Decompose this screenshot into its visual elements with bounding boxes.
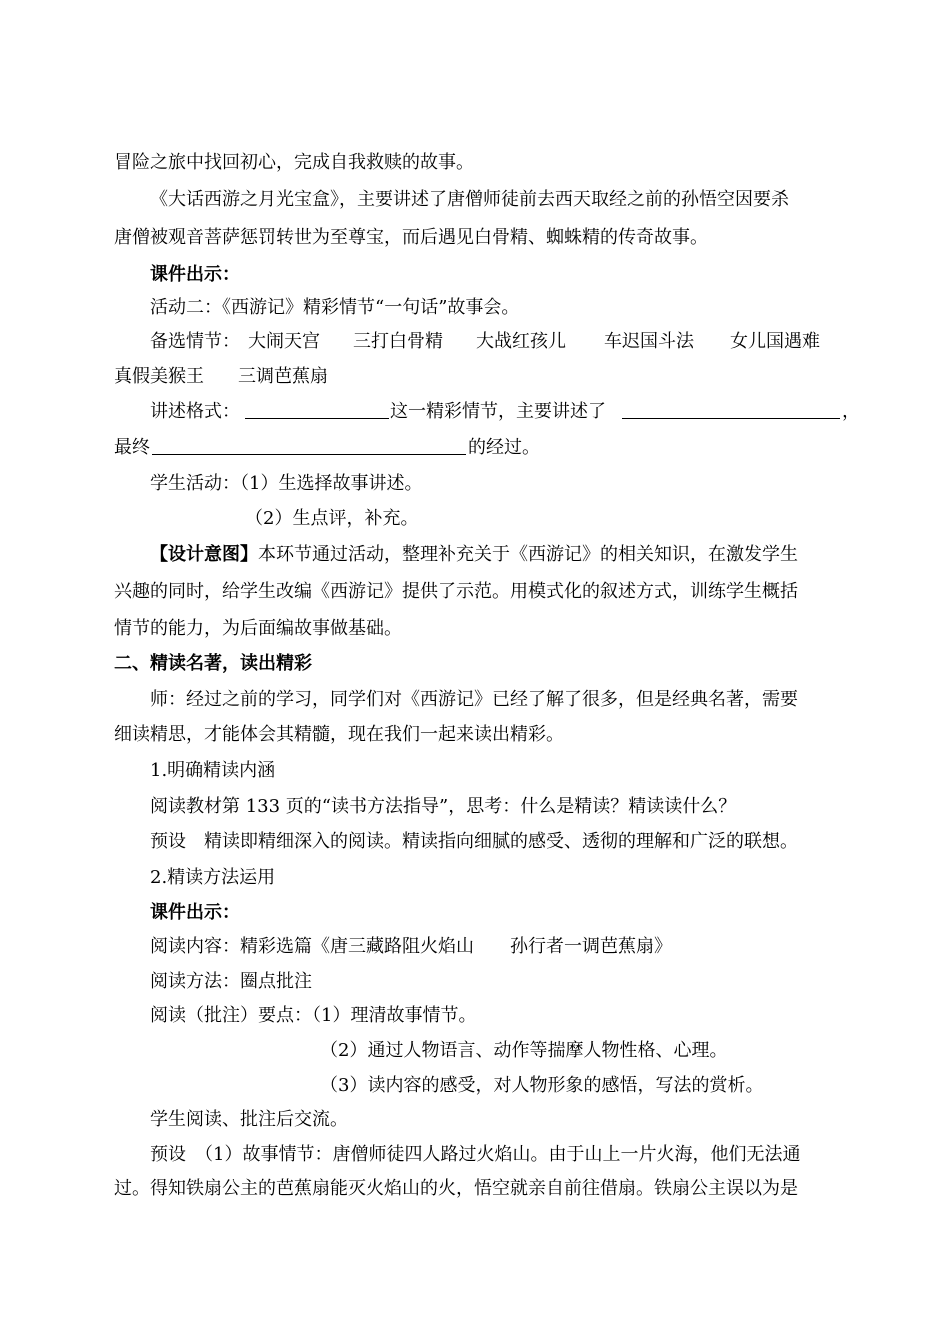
paragraph-line: 过。得知铁扇公主的芭蕉扇能灭火焰山的火，悟空就亲自前往借扇。铁扇公主误以为是 [114, 1178, 798, 1199]
design-intent-text: 本环节通过活动，整理补充关于《西游记》的相关知识，在激发学生 [258, 544, 798, 565]
option-item: 真假美猴王 [114, 366, 204, 387]
paragraph-line: 学生阅读、批注后交流。 [150, 1109, 348, 1130]
paragraph-line: 唐僧被观音菩萨惩罚转世为至尊宝，而后遇见白骨精、蜘蛛精的传奇故事。 [114, 227, 708, 248]
fill-blank [152, 436, 466, 455]
paragraph-line: 《大话西游之月光宝盒》，主要讲述了唐僧师徒前去西天取经之前的孙悟空因要杀 [150, 189, 789, 210]
paragraph-line: 冒险之旅中找回初心，完成自我救赎的故事。 [114, 152, 474, 173]
paragraph-line: 兴趣的同时，给学生改编《西游记》提供了示范。用模式化的叙述方式，训练学生概括 [114, 581, 798, 602]
courseware-heading: 课件出示： [150, 264, 240, 285]
option-item: 大闹天宫 [248, 331, 320, 352]
paragraph-line: 预设 （1）故事情节：唐僧师徒四人路过火焰山。由于山上一片火海，他们无法通 [150, 1144, 801, 1165]
paragraph-line: （2）通过人物语言、动作等揣摩人物性格、心理。 [320, 1040, 728, 1061]
option-item: 女儿国遇难 [730, 331, 820, 352]
design-intent [150, 543, 798, 567]
student-activity: （2）生点评，补充。 [245, 508, 419, 529]
format-label: 讲述格式： [150, 401, 240, 422]
design-intent-tag: 【设计意图】 [150, 544, 258, 565]
options-label: 备选情节： [150, 331, 240, 352]
paragraph-line: 阅读教材第 133 页的“读书方法指导”，思考：什么是精读？精读读什么？ [150, 796, 737, 817]
numbered-item: 2.精读方法运用 [150, 867, 276, 888]
section-heading: 二、精读名著，读出精彩 [114, 653, 312, 674]
paragraph-line: 预设 精读即精细深入的阅读。精读指向细腻的感受、透彻的理解和广泛的联想。 [150, 831, 798, 852]
paragraph-line: 情节的能力，为后面编故事做基础。 [114, 618, 402, 639]
option-item: 三调芭蕉扇 [238, 366, 328, 387]
paragraph-line: 细读精思，才能体会其精髓，现在我们一起来读出精彩。 [114, 724, 564, 745]
fill-blank [245, 400, 389, 419]
format-text: 这一精彩情节，主要讲述了 [390, 401, 606, 422]
fill-blank [622, 400, 840, 419]
format-text: ， [842, 401, 860, 422]
option-item: 三打白骨精 [353, 331, 443, 352]
paragraph-line: 师：经过之前的学习，同学们对《西游记》已经了解了很多，但是经典名著，需要 [150, 689, 798, 710]
numbered-item: 1.明确精读内涵 [150, 760, 276, 781]
paragraph-line: 阅读（批注）要点：（1）理清故事情节。 [150, 1005, 477, 1026]
option-item: 大战红孩儿 [476, 331, 566, 352]
paragraph-line: （3）读内容的感受，对人物形象的感悟，写法的赏析。 [320, 1075, 764, 1096]
format-text: 的经过。 [468, 437, 540, 458]
paragraph-line: 阅读方法：圈点批注 [150, 971, 312, 992]
student-activity: 学生活动：（1）生选择故事讲述。 [150, 473, 423, 494]
option-item: 车迟国斗法 [604, 331, 694, 352]
activity-title: 活动二：《西游记》精彩情节“一句话”故事会。 [150, 297, 520, 318]
paragraph-line: 阅读内容：精彩选篇《唐三藏路阻火焰山 孙行者一调芭蕉扇》 [150, 936, 672, 957]
format-text: 最终 [114, 437, 150, 458]
courseware-heading: 课件出示： [150, 902, 240, 923]
